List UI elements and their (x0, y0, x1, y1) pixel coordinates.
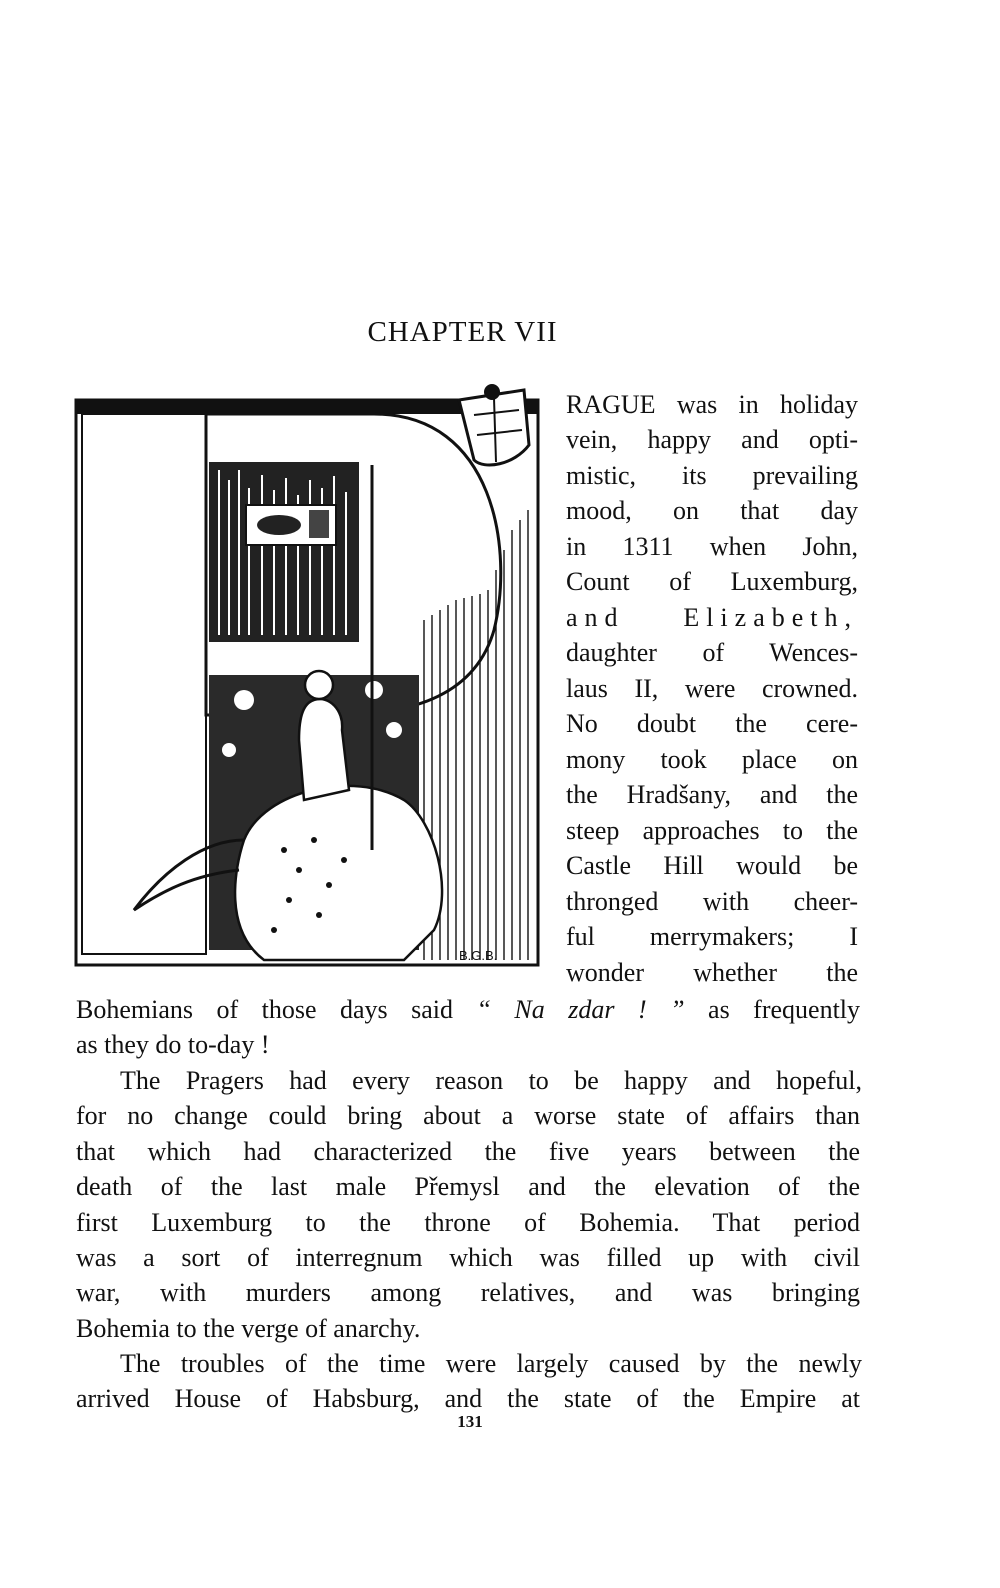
text-line: daughter of Wences- (566, 638, 858, 667)
text-line: laus II, were crowned. (566, 674, 858, 703)
text-line: arrived House of Habsburg, and the state of the Empire at (76, 1384, 860, 1413)
text-line: and Elizabeth, (566, 603, 858, 632)
text-line: vein, happy and opti- (566, 425, 858, 454)
illuminated-initial-illustration (74, 370, 544, 970)
text-line: The Pragers had every reason to be happy and hopeful, (120, 1066, 862, 1095)
text-line: mistic, its prevailing (566, 461, 858, 490)
text-line: ful merrymakers; I (566, 922, 858, 951)
chapter-heading: CHAPTER VII (367, 316, 558, 348)
text-line: Bohemia to the verge of anarchy. (76, 1314, 421, 1343)
page-number: 131 (457, 1412, 483, 1431)
text-line: The troubles of the time were largely caused by the newly (120, 1349, 862, 1378)
text-segment: Bohemians of those days said (76, 995, 453, 1024)
text-line: mony took place on (566, 745, 858, 774)
text-line: in 1311 when John, (566, 532, 858, 561)
text-line: as they do to-day ! (76, 1030, 270, 1059)
text-line: death of the last male Přemysl and the elevation of the (76, 1172, 860, 1201)
text-line: the Hradšany, and the (566, 780, 858, 809)
text-line: war, with murders among relatives, and was bringing (76, 1278, 860, 1307)
illuminated-initial-p (74, 370, 544, 970)
text-line: wonder whether the (566, 958, 858, 987)
text-line: was a sort of interregnum which was filled up with civil (76, 1243, 860, 1272)
artist-monogram: B.G.B. (459, 948, 498, 963)
text-line: No doubt the cere- (566, 709, 858, 738)
text-segment: as frequently (708, 995, 861, 1024)
text-line: Count of Luxemburg, (566, 567, 858, 596)
text-line: RAGUE was in holiday (566, 390, 858, 419)
text-line (76, 992, 860, 1028)
text-line: Castle Hill would be (566, 851, 858, 880)
text-line: mood, on that day (566, 496, 858, 525)
text-line: steep approaches to the (566, 816, 858, 845)
text-line: first Luxemburg to the throne of Bohemia. That period (76, 1208, 860, 1237)
text-line: for no change could bring about a worse state of affairs than (76, 1101, 860, 1130)
italic-quote: “ Na zdar ! ” (476, 995, 685, 1024)
text-line: thronged with cheer- (566, 887, 858, 916)
text-line: that which had characterized the five years between the (76, 1137, 860, 1166)
